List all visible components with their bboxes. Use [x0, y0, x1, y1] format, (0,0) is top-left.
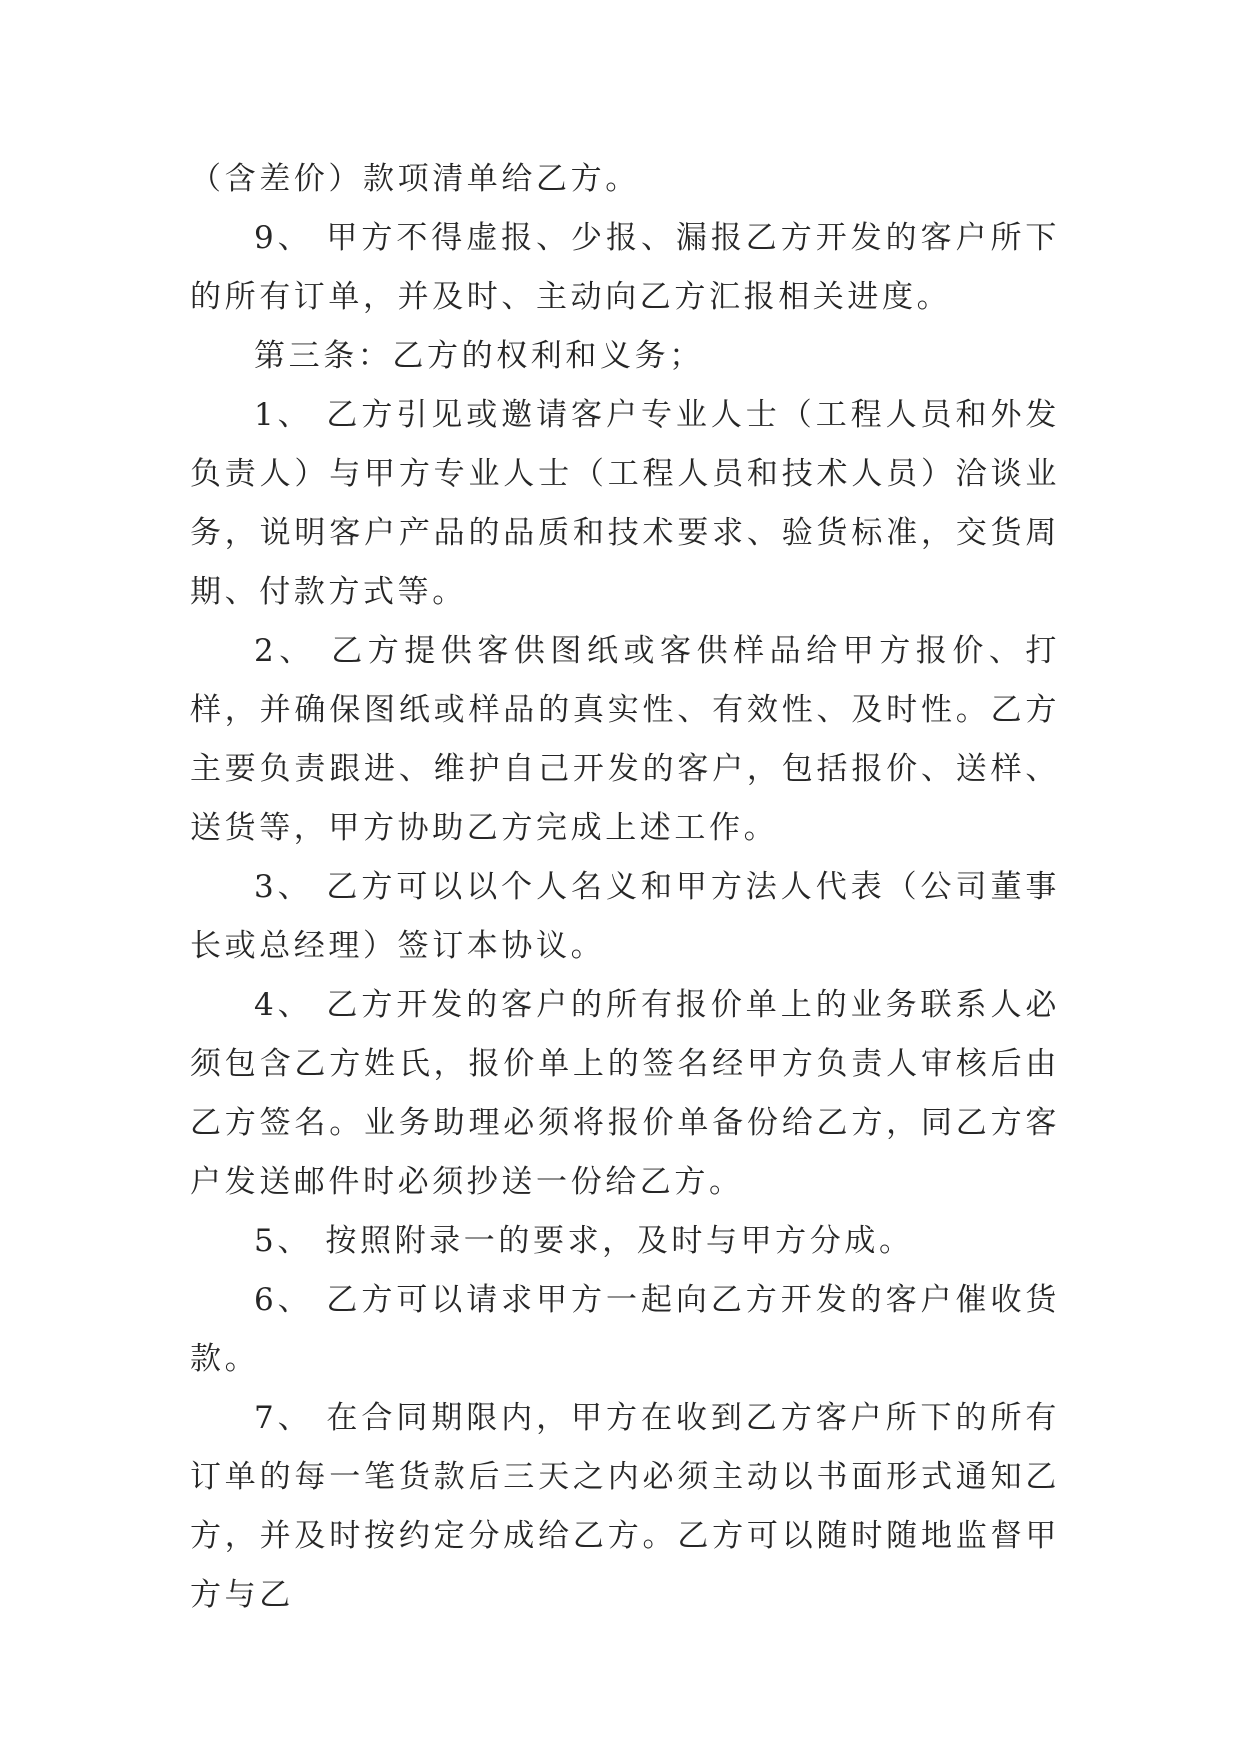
section-heading-article-3: 第三条：乙方的权利和义务；	[254, 338, 704, 374]
paragraph-continuation: （含差价）款项清单给乙方。	[190, 161, 640, 197]
paragraph-clause-4: 4、 乙方开发的客户的所有报价单上的业务联系人必须包含乙方姓氏，报价单上的签名经甲方负责人审核后由乙方签名。业务助理必须将报价单备份给乙方，同乙方客户发送邮件时必须抄送一份给乙方。	[190, 987, 1060, 1200]
paragraph-clause-1: 1、 乙方引见或邀请客户专业人士（工程人员和外发负责人）与甲方专业人士（工程人员和技术人员）洽谈业务，说明客户产品的品质和技术要求、验货标准，交货周期、付款方式等。	[190, 397, 1060, 610]
paragraph-clause-6: 6、 乙方可以请求甲方一起向乙方开发的客户催收货款。	[190, 1282, 1060, 1377]
paragraph-clause-9: 9、 甲方不得虚报、少报、漏报乙方开发的客户所下的所有订单，并及时、主动向乙方汇报相关进度。	[190, 220, 1060, 315]
paragraph-clause-5: 5、 按照附录一的要求，及时与甲方分成。	[254, 1223, 914, 1259]
paragraph-clause-7: 7、 在合同期限内，甲方在收到乙方客户所下的所有订单的每一笔货款后三天之内必须主动以书面形式通知乙方，并及时按约定分成给乙方。乙方可以随时随地监督甲方与乙	[190, 1400, 1060, 1613]
document-body	[190, 150, 1060, 1625]
paragraph-clause-2: 2、 乙方提供客供图纸或客供样品给甲方报价、打样，并确保图纸或样品的真实性、有效性、及时性。乙方主要负责跟进、维护自己开发的客户，包括报价、送样、送货等，甲方协助乙方完成上述工作。	[190, 633, 1060, 846]
paragraph-clause-3: 3、 乙方可以以个人名义和甲方法人代表（公司董事长或总经理）签订本协议。	[190, 869, 1060, 964]
